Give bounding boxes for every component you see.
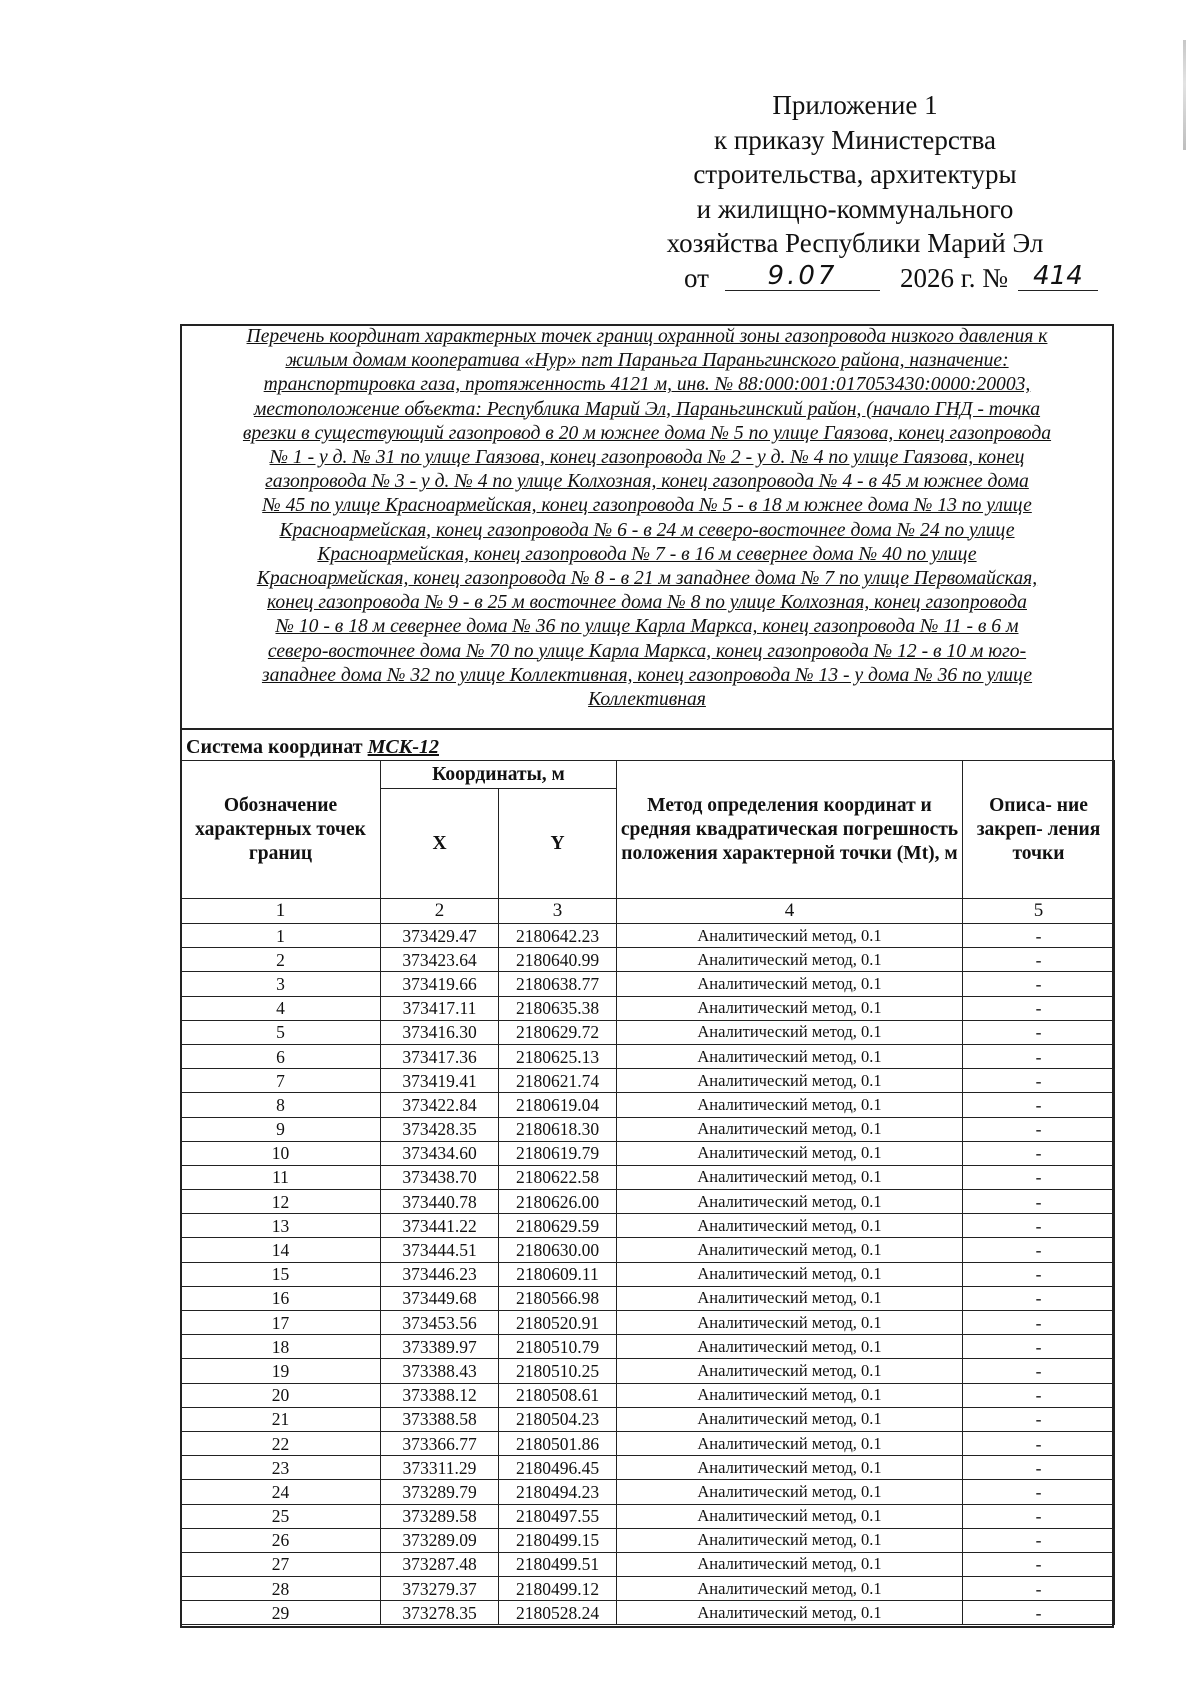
method: Аналитический метод, 0.1 xyxy=(617,948,963,972)
point-description: - xyxy=(963,1383,1115,1407)
x-coordinate: 373416.30 xyxy=(381,1020,499,1044)
method: Аналитический метод, 0.1 xyxy=(617,1044,963,1068)
y-coordinate: 2180629.59 xyxy=(499,1214,617,1238)
point-number: 12 xyxy=(181,1190,381,1214)
x-coordinate: 373389.97 xyxy=(381,1335,499,1359)
point-description: - xyxy=(963,1359,1115,1383)
method: Аналитический метод, 0.1 xyxy=(617,1214,963,1238)
point-number: 4 xyxy=(181,996,381,1020)
x-coordinate: 373419.66 xyxy=(381,972,499,996)
method: Аналитический метод, 0.1 xyxy=(617,1093,963,1117)
point-number: 3 xyxy=(181,972,381,996)
x-coordinate: 373417.36 xyxy=(381,1044,499,1068)
method: Аналитический метод, 0.1 xyxy=(617,1359,963,1383)
table-row xyxy=(181,1238,1115,1262)
point-number: 11 xyxy=(181,1165,381,1189)
x-coordinate: 373388.43 xyxy=(381,1359,499,1383)
point-number: 27 xyxy=(181,1552,381,1576)
appendix-header xyxy=(560,88,1150,297)
y-coordinate: 2180635.38 xyxy=(499,996,617,1020)
point-description: - xyxy=(963,1577,1115,1601)
point-number: 25 xyxy=(181,1504,381,1528)
order-date-prefix: от xyxy=(684,262,709,293)
point-number: 8 xyxy=(181,1093,381,1117)
header-x: X xyxy=(381,789,499,899)
y-coordinate: 2180510.25 xyxy=(499,1359,617,1383)
appendix-line: и жилищно-коммунального xyxy=(696,193,1014,224)
y-coordinate: 2180528.24 xyxy=(499,1601,617,1625)
y-coordinate: 2180494.23 xyxy=(499,1480,617,1504)
x-coordinate: 373289.58 xyxy=(381,1504,499,1528)
x-coordinate: 373311.29 xyxy=(381,1456,499,1480)
method: Аналитический метод, 0.1 xyxy=(617,1286,963,1310)
description-line: северо-восточнее дома № 70 по улице Карла Маркса, конец газопровода № 12 - в 10 м юго- xyxy=(267,640,1027,662)
x-coordinate: 373423.64 xyxy=(381,948,499,972)
method: Аналитический метод, 0.1 xyxy=(617,1601,963,1625)
x-coordinate: 373419.41 xyxy=(381,1069,499,1093)
point-description: - xyxy=(963,924,1115,948)
table-row xyxy=(181,1504,1115,1528)
method: Аналитический метод, 0.1 xyxy=(617,1383,963,1407)
method: Аналитический метод, 0.1 xyxy=(617,1552,963,1576)
point-description: - xyxy=(963,1044,1115,1068)
description-line: врезки в существующий газопровод в 20 м южнее дома № 5 по улице Гаязова, конец газопровода xyxy=(242,422,1052,444)
coordinate-system-value: МСК-12 xyxy=(367,736,439,758)
x-coordinate: 373429.47 xyxy=(381,924,499,948)
method: Аналитический метод, 0.1 xyxy=(617,1577,963,1601)
description-line: Красноармейская, конец газопровода № 7 - в 16 м севернее дома № 40 по улице xyxy=(317,543,977,565)
description-line: № 10 - в 18 м севернее дома № 36 по улице Карла Маркса, конец газопровода № 11 - в 6 м xyxy=(275,616,1019,638)
method: Аналитический метод, 0.1 xyxy=(617,1117,963,1141)
x-coordinate: 373289.79 xyxy=(381,1480,499,1504)
y-coordinate: 2180618.30 xyxy=(499,1117,617,1141)
description-line: № 45 по улице Красноармейская, конец газопровода № 5 - в 18 м южнее дома № 13 по улице xyxy=(262,495,1032,517)
point-number: 19 xyxy=(181,1359,381,1383)
x-coordinate: 373453.56 xyxy=(381,1311,499,1335)
description-line: Перечень координат характерных точек границ охранной зоны газопровода низкого давления к xyxy=(246,326,1048,347)
point-description: - xyxy=(963,1528,1115,1552)
x-coordinate: 373417.11 xyxy=(381,996,499,1020)
y-coordinate: 2180640.99 xyxy=(499,948,617,972)
method: Аналитический метод, 0.1 xyxy=(617,1528,963,1552)
y-coordinate: 2180510.79 xyxy=(499,1335,617,1359)
y-coordinate: 2180619.04 xyxy=(499,1093,617,1117)
y-coordinate: 2180497.55 xyxy=(499,1504,617,1528)
description-line: транспортировка газа, протяженность 4121 м, инв. № 88:000:001:017053430:0000:20003, xyxy=(263,374,1031,396)
table-row xyxy=(181,1044,1115,1068)
x-coordinate: 373279.37 xyxy=(381,1577,499,1601)
table-row xyxy=(181,1431,1115,1455)
point-number: 20 xyxy=(181,1383,381,1407)
table-row xyxy=(181,1383,1115,1407)
table-row xyxy=(181,1577,1115,1601)
table-row xyxy=(181,1552,1115,1576)
coordinate-system-label: Система координат xyxy=(186,736,363,758)
point-number: 26 xyxy=(181,1528,381,1552)
point-description: - xyxy=(963,1407,1115,1431)
y-coordinate: 2180496.45 xyxy=(499,1456,617,1480)
y-coordinate: 2180499.51 xyxy=(499,1552,617,1576)
point-number: 1 xyxy=(181,924,381,948)
table-row xyxy=(181,1141,1115,1165)
table-row xyxy=(181,1020,1115,1044)
table-row xyxy=(181,996,1115,1020)
table-row xyxy=(181,1214,1115,1238)
coordinate-system xyxy=(186,735,439,759)
description-line: Коллективная xyxy=(588,689,706,711)
order-number-handwritten: 414 xyxy=(1018,259,1098,291)
point-description: - xyxy=(963,1214,1115,1238)
point-number: 15 xyxy=(181,1262,381,1286)
point-description: - xyxy=(963,1117,1115,1141)
description-line: Красноармейская, конец газопровода № 6 - в 24 м северо-восточнее дома № 24 по улице xyxy=(279,519,1015,541)
method: Аналитический метод, 0.1 xyxy=(617,1262,963,1286)
y-coordinate: 2180508.61 xyxy=(499,1383,617,1407)
point-description: - xyxy=(963,1141,1115,1165)
appendix-line: к приказу Министерства xyxy=(713,124,997,155)
x-coordinate: 373428.35 xyxy=(381,1117,499,1141)
point-number: 24 xyxy=(181,1480,381,1504)
x-coordinate: 373422.84 xyxy=(381,1093,499,1117)
header-y: Y xyxy=(499,789,617,899)
table-row xyxy=(181,948,1115,972)
point-number: 9 xyxy=(181,1117,381,1141)
table-row xyxy=(181,1528,1115,1552)
y-coordinate: 2180504.23 xyxy=(499,1407,617,1431)
point-number: 21 xyxy=(181,1407,381,1431)
point-description: - xyxy=(963,1262,1115,1286)
method: Аналитический метод, 0.1 xyxy=(617,1190,963,1214)
method: Аналитический метод, 0.1 xyxy=(617,1165,963,1189)
header-coordinates: Координаты, м xyxy=(381,761,617,789)
x-coordinate: 373366.77 xyxy=(381,1431,499,1455)
method: Аналитический метод, 0.1 xyxy=(617,972,963,996)
point-number: 13 xyxy=(181,1214,381,1238)
table-row xyxy=(181,1601,1115,1625)
method: Аналитический метод, 0.1 xyxy=(617,1407,963,1431)
column-number: 3 xyxy=(499,899,617,924)
column-number: 4 xyxy=(617,899,963,924)
method: Аналитический метод, 0.1 xyxy=(617,1020,963,1044)
point-number: 16 xyxy=(181,1286,381,1310)
y-coordinate: 2180621.74 xyxy=(499,1069,617,1093)
point-description: - xyxy=(963,1431,1115,1455)
y-coordinate: 2180499.15 xyxy=(499,1528,617,1552)
method: Аналитический метод, 0.1 xyxy=(617,924,963,948)
method: Аналитический метод, 0.1 xyxy=(617,1335,963,1359)
y-coordinate: 2180566.98 xyxy=(499,1286,617,1310)
point-description: - xyxy=(963,996,1115,1020)
point-number: 17 xyxy=(181,1311,381,1335)
x-coordinate: 373388.12 xyxy=(381,1383,499,1407)
description-line: конец газопровода № 9 - в 25 м восточнее дома № 8 по улице Колхозная, конец газопровода xyxy=(267,592,1027,614)
x-coordinate: 373287.48 xyxy=(381,1552,499,1576)
point-number: 14 xyxy=(181,1238,381,1262)
method: Аналитический метод, 0.1 xyxy=(617,1141,963,1165)
x-coordinate: 373388.58 xyxy=(381,1407,499,1431)
description-line: № 1 - у д. № 31 по улице Гаязова, конец газопровода № 2 - у д. № 4 по улице Гаязова, конец xyxy=(269,447,1025,469)
point-description: - xyxy=(963,1311,1115,1335)
y-coordinate: 2180625.13 xyxy=(499,1044,617,1068)
point-description: - xyxy=(963,1286,1115,1310)
point-number: 6 xyxy=(181,1044,381,1068)
scan-edge-mark xyxy=(1183,40,1186,150)
appendix-line: хозяйства Республики Марий Эл xyxy=(666,228,1044,258)
header-description: Описа- ние закреп- ления точки xyxy=(963,761,1115,899)
point-description: - xyxy=(963,1238,1115,1262)
point-number: 23 xyxy=(181,1456,381,1480)
x-coordinate: 373434.60 xyxy=(381,1141,499,1165)
point-description: - xyxy=(963,1456,1115,1480)
table-row xyxy=(181,1311,1115,1335)
table-row xyxy=(181,1069,1115,1093)
header-point: Обозначение характерных точек границ xyxy=(181,761,381,899)
method: Аналитический метод, 0.1 xyxy=(617,1069,963,1093)
table-row xyxy=(181,1286,1115,1310)
point-description: - xyxy=(963,1552,1115,1576)
order-date-handwritten: 9.07 xyxy=(725,259,880,291)
point-description: - xyxy=(963,1093,1115,1117)
point-description: - xyxy=(963,1165,1115,1189)
method: Аналитический метод, 0.1 xyxy=(617,1431,963,1455)
y-coordinate: 2180499.12 xyxy=(499,1577,617,1601)
y-coordinate: 2180630.00 xyxy=(499,1238,617,1262)
method: Аналитический метод, 0.1 xyxy=(617,1504,963,1528)
table-row xyxy=(181,1456,1115,1480)
method: Аналитический метод, 0.1 xyxy=(617,996,963,1020)
column-number: 1 xyxy=(181,899,381,924)
table-row xyxy=(181,1359,1115,1383)
x-coordinate: 373440.78 xyxy=(381,1190,499,1214)
column-number: 5 xyxy=(963,899,1115,924)
y-coordinate: 2180619.79 xyxy=(499,1141,617,1165)
description-line: Красноармейская, конец газопровода № 8 - в 21 м западнее дома № 7 по улице Первомайская, xyxy=(256,568,1038,590)
x-coordinate: 373289.09 xyxy=(381,1528,499,1552)
point-number: 10 xyxy=(181,1141,381,1165)
point-number: 18 xyxy=(181,1335,381,1359)
point-description: - xyxy=(963,948,1115,972)
point-number: 7 xyxy=(181,1069,381,1093)
table-row xyxy=(181,1335,1115,1359)
point-number: 29 xyxy=(181,1601,381,1625)
point-description: - xyxy=(963,1069,1115,1093)
x-coordinate: 373438.70 xyxy=(381,1165,499,1189)
point-description: - xyxy=(963,1480,1115,1504)
y-coordinate: 2180638.77 xyxy=(499,972,617,996)
x-coordinate: 373446.23 xyxy=(381,1262,499,1286)
appendix-line: строительства, архитектуры xyxy=(693,159,1017,189)
point-description: - xyxy=(963,1190,1115,1214)
description-line: местоположение объекта: Республика Марий Эл, Параньгинский район, (начало ГНД - точка xyxy=(253,398,1041,420)
y-coordinate: 2180622.58 xyxy=(499,1165,617,1189)
description-line: газопровода № 3 - у д. № 4 по улице Колхозная, конец газопровода № 4 - в 45 м южнее дома xyxy=(265,471,1029,493)
point-description: - xyxy=(963,1601,1115,1625)
order-dateline xyxy=(560,261,1150,297)
x-coordinate: 373449.68 xyxy=(381,1286,499,1310)
table-row xyxy=(181,1480,1115,1504)
table-row xyxy=(181,924,1115,948)
point-number: 22 xyxy=(181,1431,381,1455)
y-coordinate: 2180501.86 xyxy=(499,1431,617,1455)
method: Аналитический метод, 0.1 xyxy=(617,1238,963,1262)
appendix-line: Приложение 1 xyxy=(772,90,938,120)
y-coordinate: 2180609.11 xyxy=(499,1262,617,1286)
point-number: 28 xyxy=(181,1577,381,1601)
y-coordinate: 2180626.00 xyxy=(499,1190,617,1214)
point-number: 2 xyxy=(181,948,381,972)
point-number: 5 xyxy=(181,1020,381,1044)
x-coordinate: 373444.51 xyxy=(381,1238,499,1262)
object-description xyxy=(180,324,1114,730)
description-line: западнее дома № 32 по улице Коллективная, конец газопровода № 13 - у дома № 36 по улице xyxy=(261,664,1033,686)
table-row xyxy=(181,1117,1115,1141)
table-row xyxy=(181,1407,1115,1431)
x-coordinate: 373278.35 xyxy=(381,1601,499,1625)
table-row xyxy=(181,972,1115,996)
description-line: жилым домам кооператива «Нур» пгт Параньга Параньгинского района, назначение: xyxy=(285,350,1009,372)
table-row xyxy=(181,1093,1115,1117)
coordinates-table xyxy=(180,760,1115,1625)
table-row xyxy=(181,1262,1115,1286)
order-year: 2026 г. № xyxy=(900,262,1009,293)
method: Аналитический метод, 0.1 xyxy=(617,1456,963,1480)
y-coordinate: 2180642.23 xyxy=(499,924,617,948)
point-description: - xyxy=(963,1335,1115,1359)
column-number: 2 xyxy=(381,899,499,924)
point-description: - xyxy=(963,1020,1115,1044)
method: Аналитический метод, 0.1 xyxy=(617,1480,963,1504)
y-coordinate: 2180629.72 xyxy=(499,1020,617,1044)
table-row xyxy=(181,1190,1115,1214)
x-coordinate: 373441.22 xyxy=(381,1214,499,1238)
y-coordinate: 2180520.91 xyxy=(499,1311,617,1335)
point-description: - xyxy=(963,1504,1115,1528)
point-description: - xyxy=(963,972,1115,996)
header-method: Метод определения координат и средняя квадратическая погрешность положения характерной точки (Mt), м xyxy=(617,761,963,899)
method: Аналитический метод, 0.1 xyxy=(617,1311,963,1335)
table-row xyxy=(181,1165,1115,1189)
